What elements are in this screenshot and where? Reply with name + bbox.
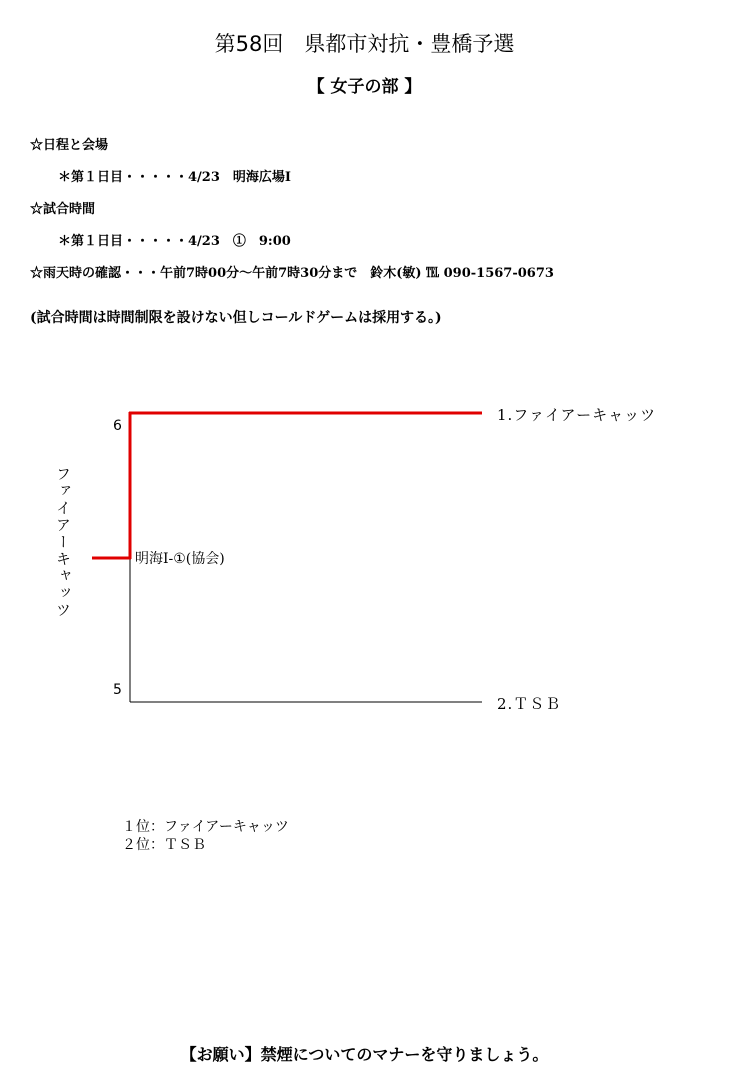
team-1-label: 1.ファイアーキャッツ <box>497 406 657 424</box>
winner-vertical-label: ファイアーキャッツ <box>54 466 72 619</box>
team-2-label: 2.ＴＳＢ <box>497 695 562 713</box>
time-detail: ＊第１日目・・・・・4/23 ① 9:00 <box>58 234 291 249</box>
page-title: 第58回 県都市対抗・豊橋予選 <box>214 32 515 56</box>
match-venue-label: 明海Ⅰ-①(協会) <box>135 551 225 567</box>
rain-check-info: ☆雨天時の確認・・・午前7時00分～午前7時30分まで 鈴木(敏) ℡ 090-1567-0673 <box>30 266 554 281</box>
score-team-2: 5 <box>113 682 122 698</box>
rules-note: (試合時間は時間制限を設けない但しコールドゲームは採用する。) <box>30 310 442 326</box>
score-team-1: 6 <box>113 418 122 434</box>
result-second-place: ２位：ＴＳＢ <box>122 837 206 853</box>
time-heading: ☆試合時間 <box>30 202 96 217</box>
division-subtitle: 【 女子の部 】 <box>307 77 422 97</box>
schedule-heading: ☆日程と会場 <box>30 138 109 153</box>
result-first-place: １位：ファイアーキャッツ <box>122 819 289 835</box>
schedule-detail: ＊第１日目・・・・・4/23 明海広場Ⅰ <box>58 170 291 185</box>
footer-request: 【お願い】禁煙についてのマナーを守りましょう。 <box>180 1045 549 1064</box>
